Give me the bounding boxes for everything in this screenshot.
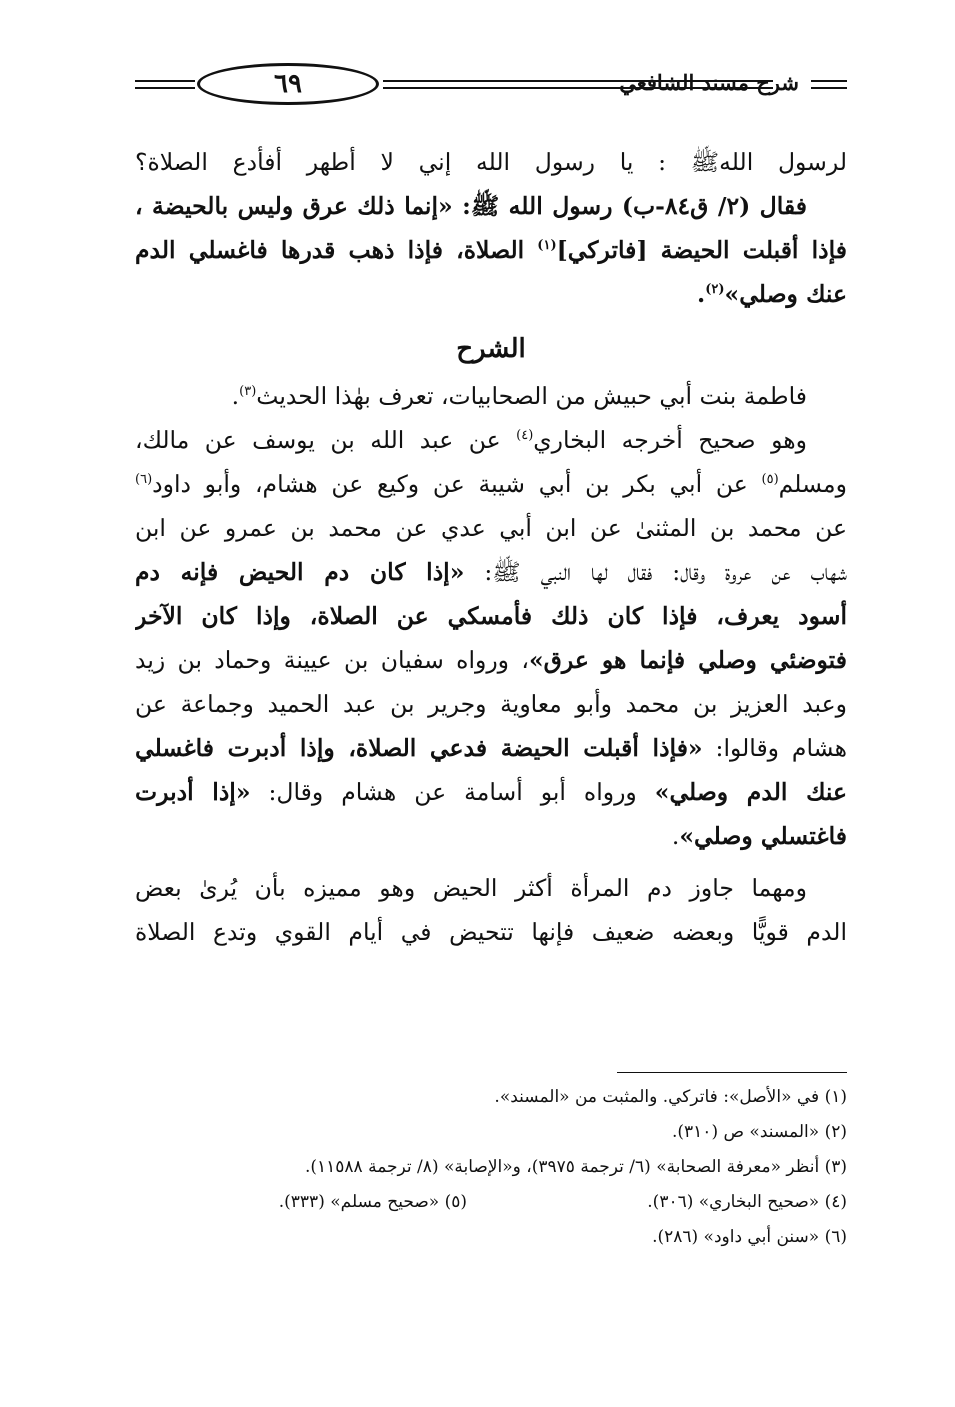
footnote: (٢) «المسند» ص (٣١٠). (671, 1122, 847, 1142)
text-line: عن محمد بن المثنىٰ عن ابن أبي عدي عن محمد بن عمرو عن ابن (135, 514, 847, 542)
footnote-mark: (٢) (705, 282, 725, 298)
footnote: (٤) «صحيح البخاري» (٣٠٦). (647, 1192, 847, 1212)
footnote-mark: (٣) (239, 384, 257, 400)
header-rule-right (811, 80, 847, 89)
header-rule-middle (383, 80, 773, 89)
running-header (135, 60, 847, 110)
text-line: وهو صحيح أخرجه البخاري$^{(٤)}$ عن عبد الله بن يوسف عن مالك، (135, 426, 807, 454)
footnote: (٦) «سنن أبي داود» (٢٨٦). (652, 1227, 847, 1247)
footnote: (٣) أنظر «معرفة الصحابة» (٦/ ترجمة ٣٩٧٥)، و«الإصابة» (٨/ ترجمة ١١٥٨٨). (304, 1157, 847, 1177)
footnote-mark: (٥) (761, 472, 779, 488)
header-rule-left (135, 80, 195, 89)
text-line: فتوضئي وصلي فإنما هو عرق»، ورواه سفيان بن عيينة وحماد بن زيد (135, 646, 847, 674)
text-line: وعبد العزيز بن محمد وأبو معاوية وجرير بن عبد الحميد وجماعة عن (135, 690, 847, 718)
footnote: (١) في «الأصل»: فاتركي. والمثبت من «المسند». (494, 1087, 847, 1107)
footnote-rule (617, 1072, 847, 1073)
text-line: عنك وصلي»$^{(٢)}$. (697, 280, 847, 308)
footnote-row (135, 1185, 847, 1220)
text-line: ومهما جاوز دم المرأة أكثر الحيض وهو مميزه بأن يُرىٰ بعض (135, 874, 807, 902)
footnote: (٥) «صحيح مسلم» (٣٣٣). (278, 1192, 467, 1212)
text-line: شهاب عن عروة وقال: فقال لها النبي ﷺ: «إذا كان دم الحيض فإنه دم (135, 558, 847, 586)
text-line: عنك الدم وصلي» ورواه أبو أسامة عن هشام وقال: «إذا أدبرت (135, 778, 847, 806)
section-heading: الشرح (456, 334, 526, 364)
text-line: ومسلم$^{(٥)}$ عن أبي بكر بن أبي شيبة عن وكيع عن هشام، وأبو داود$^{(٦)}$ (135, 470, 847, 498)
footnote-mark: (٦) (135, 472, 153, 488)
text-line: أسود يعرف، فإذا كان ذلك فأمسكي عن الصلاة، وإذا كان الآخر (135, 602, 847, 630)
footnote-mark: (١) (537, 238, 557, 254)
page-number-oval (197, 63, 379, 105)
main-text (135, 140, 847, 954)
page-number: ٦٩ (274, 69, 302, 99)
text-line: لرسول اللهﷺ : يا رسول الله إني لا أطهر أفأدع الصلاة؟ (135, 148, 847, 176)
footnotes (135, 1080, 847, 1255)
text-line: الدم قويًّا وبعضه ضعيف فإنها تتحيض في أيام القوي وتدع الصلاة (135, 918, 847, 946)
text-line: فاغتسلي وصلي». (671, 822, 847, 850)
footnote-mark: (٤) (516, 428, 534, 444)
text-line: فإذا أقبلت الحيضة [فاتركي]$^{(١)}$ الصلاة، فإذا ذهب قدرها فاغسلي الدم (135, 236, 847, 264)
text-line: فاطمة بنت أبي حبيش من الصحابيات، تعرف بهٰذا الحديث$^{(٣)}$. (231, 382, 807, 410)
running-title: شرح مسند الشافعي (619, 70, 799, 95)
text-line: فقال (٢/ ق٨٤-ب) رسول الله ﷺ: «إنما ذلك عرق وليس بالحيضة ، (135, 192, 807, 220)
text-line: هشام وقالوا: «فإذا أقبلت الحيضة فدعي الصلاة، وإذا أدبرت فاغسلي (135, 734, 847, 762)
